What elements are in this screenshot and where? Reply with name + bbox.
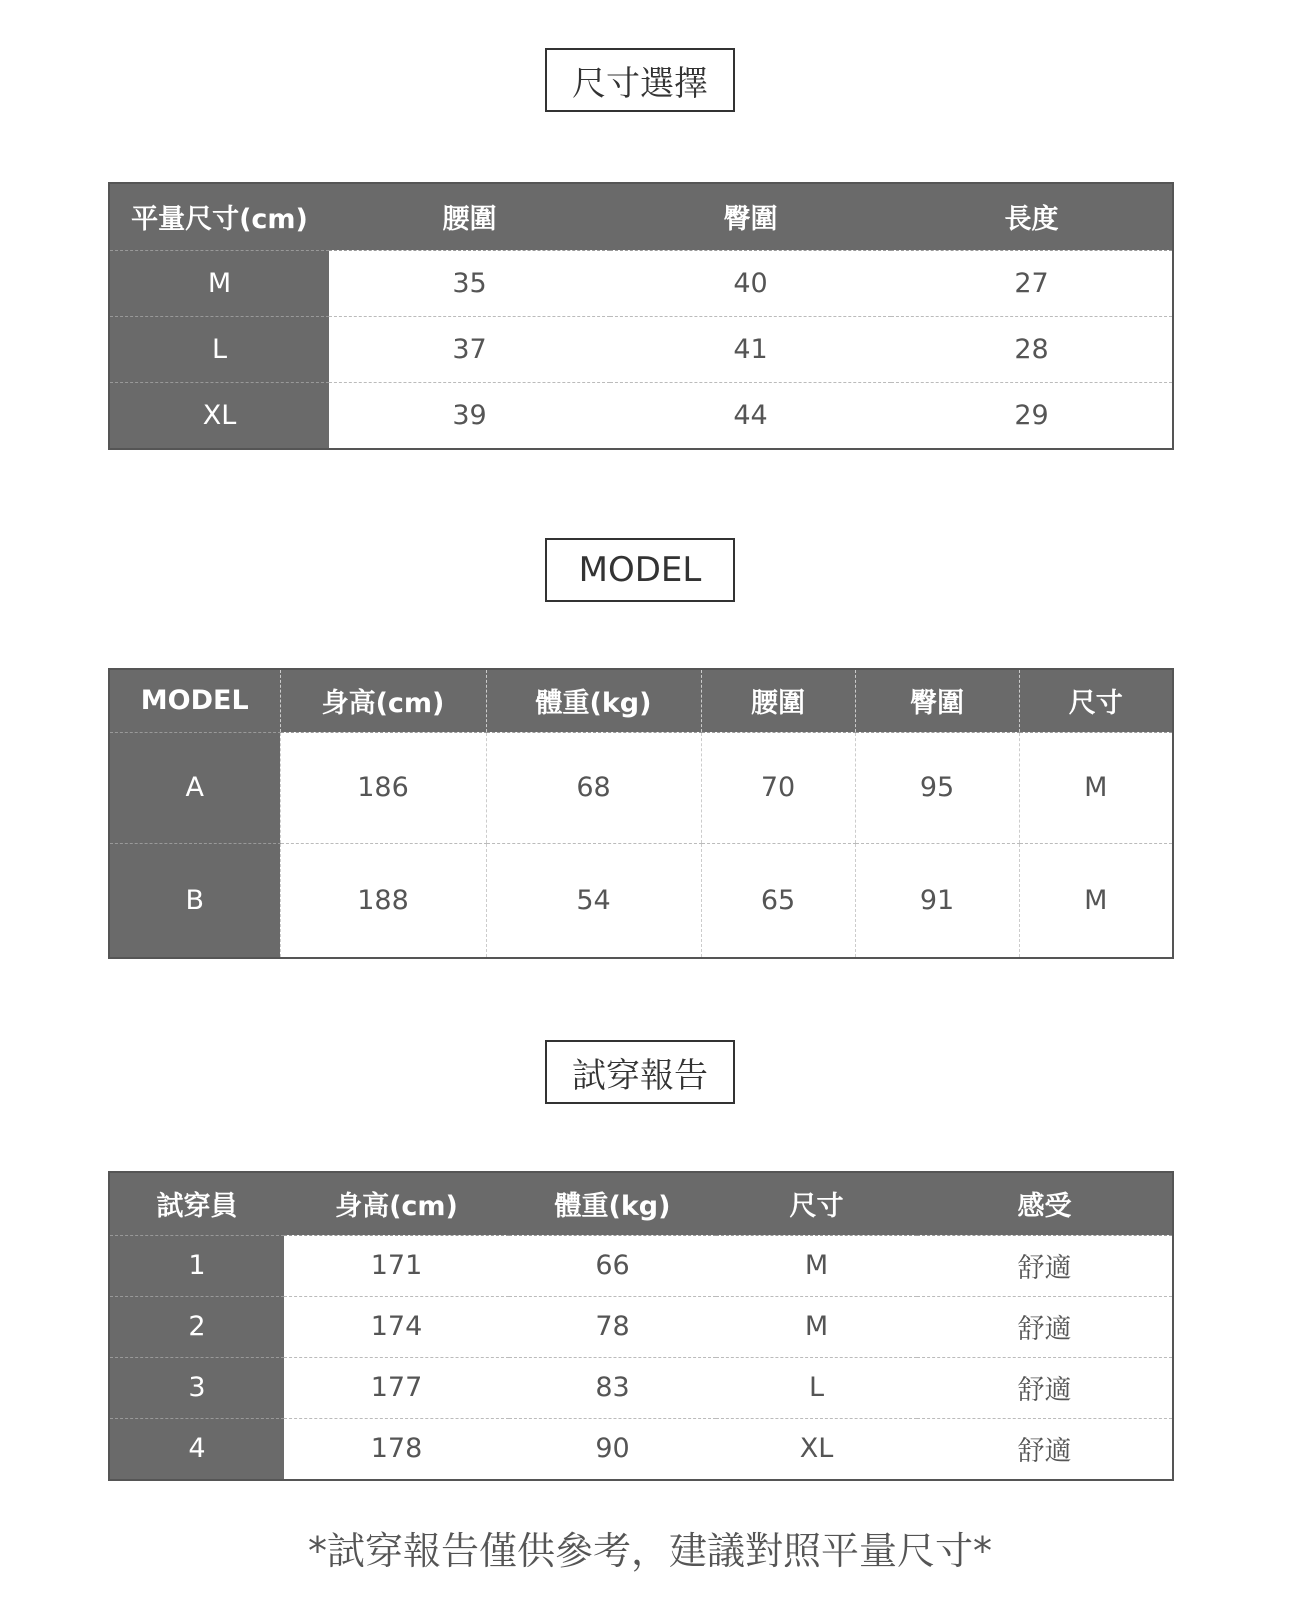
table-row xyxy=(110,1357,1172,1418)
model-table xyxy=(108,668,1174,959)
table-row xyxy=(110,843,1172,957)
hip-value: 44 xyxy=(733,399,768,431)
header-length: 長度 xyxy=(891,184,1172,250)
size-label: XL xyxy=(110,382,329,448)
table-row xyxy=(110,316,1172,382)
height-value: 178 xyxy=(370,1433,423,1465)
size-section-title: 尺寸選擇 xyxy=(545,48,735,112)
size-value: XL xyxy=(799,1433,834,1465)
header-size: 尺寸 xyxy=(716,1173,917,1235)
hip-value: 40 xyxy=(610,250,891,316)
weight-value: 68 xyxy=(486,732,701,843)
waist-value: 35 xyxy=(329,250,610,316)
model-table-header-row xyxy=(110,670,1172,732)
hip-value: 41 xyxy=(610,316,891,382)
weight-value: 78 xyxy=(509,1296,716,1357)
header-tester: 試穿員 xyxy=(110,1173,284,1235)
waist-value: 65 xyxy=(701,843,855,957)
header-feeling: 感受 xyxy=(917,1173,1172,1235)
length-value: 29 xyxy=(1014,399,1049,431)
header-waist: 腰圍 xyxy=(329,184,610,250)
size-value: M xyxy=(716,1296,917,1357)
footnote: *試穿報告僅供參考，建議對照平量尺寸* xyxy=(307,1529,992,1573)
hip-value: 95 xyxy=(855,732,1019,843)
header-size: 尺寸 xyxy=(1019,670,1172,732)
table-row xyxy=(110,732,1172,843)
fit-table-header-row xyxy=(110,1173,1172,1235)
weight-value: 66 xyxy=(509,1235,716,1296)
feeling-value: 舒適 xyxy=(1017,1436,1072,1468)
header-hip: 臀圍 xyxy=(610,184,891,250)
weight-value: 90 xyxy=(595,1433,630,1465)
header-hip: 臀圍 xyxy=(855,670,1019,732)
tester-label: 1 xyxy=(110,1235,284,1296)
fit-section-title: 試穿報告 xyxy=(545,1040,735,1104)
height-value: 177 xyxy=(284,1357,509,1418)
header-weight: 體重(kg) xyxy=(486,670,701,732)
header-height: 身高(cm) xyxy=(280,670,486,732)
length-value: 27 xyxy=(891,250,1172,316)
size-table xyxy=(108,182,1174,450)
size-label: L xyxy=(110,316,329,382)
size-value: L xyxy=(716,1357,917,1418)
feeling-value: 舒適 xyxy=(917,1357,1172,1418)
waist-value: 37 xyxy=(329,316,610,382)
fit-table xyxy=(108,1171,1174,1481)
height-value: 186 xyxy=(280,732,486,843)
header-height: 身高(cm) xyxy=(284,1173,509,1235)
height-value: 174 xyxy=(284,1296,509,1357)
model-label: A xyxy=(110,732,280,843)
waist-value: 70 xyxy=(701,732,855,843)
table-row xyxy=(110,1235,1172,1296)
size-value: M xyxy=(716,1235,917,1296)
size-table-header-row xyxy=(110,184,1172,250)
tester-label: 2 xyxy=(110,1296,284,1357)
model-label: B xyxy=(110,843,280,957)
size-value: M xyxy=(1019,843,1172,957)
table-row xyxy=(110,382,1172,448)
table-row xyxy=(110,1296,1172,1357)
header-flat-size: 平量尺寸(cm) xyxy=(110,184,329,250)
table-row xyxy=(110,250,1172,316)
hip-value: 91 xyxy=(855,843,1019,957)
weight-value: 54 xyxy=(486,843,701,957)
feeling-value: 舒適 xyxy=(917,1235,1172,1296)
tester-label: 4 xyxy=(110,1418,284,1479)
tester-label: 3 xyxy=(110,1357,284,1418)
height-value: 171 xyxy=(284,1235,509,1296)
feeling-value: 舒適 xyxy=(917,1296,1172,1357)
waist-value: 39 xyxy=(452,399,487,431)
size-label: M xyxy=(110,250,329,316)
length-value: 28 xyxy=(891,316,1172,382)
weight-value: 83 xyxy=(509,1357,716,1418)
height-value: 188 xyxy=(280,843,486,957)
header-waist: 腰圍 xyxy=(701,670,855,732)
size-value: M xyxy=(1019,732,1172,843)
header-weight: 體重(kg) xyxy=(509,1173,716,1235)
table-row xyxy=(110,1418,1172,1479)
header-model: MODEL xyxy=(110,670,280,732)
model-section-title: MODEL xyxy=(545,538,735,602)
